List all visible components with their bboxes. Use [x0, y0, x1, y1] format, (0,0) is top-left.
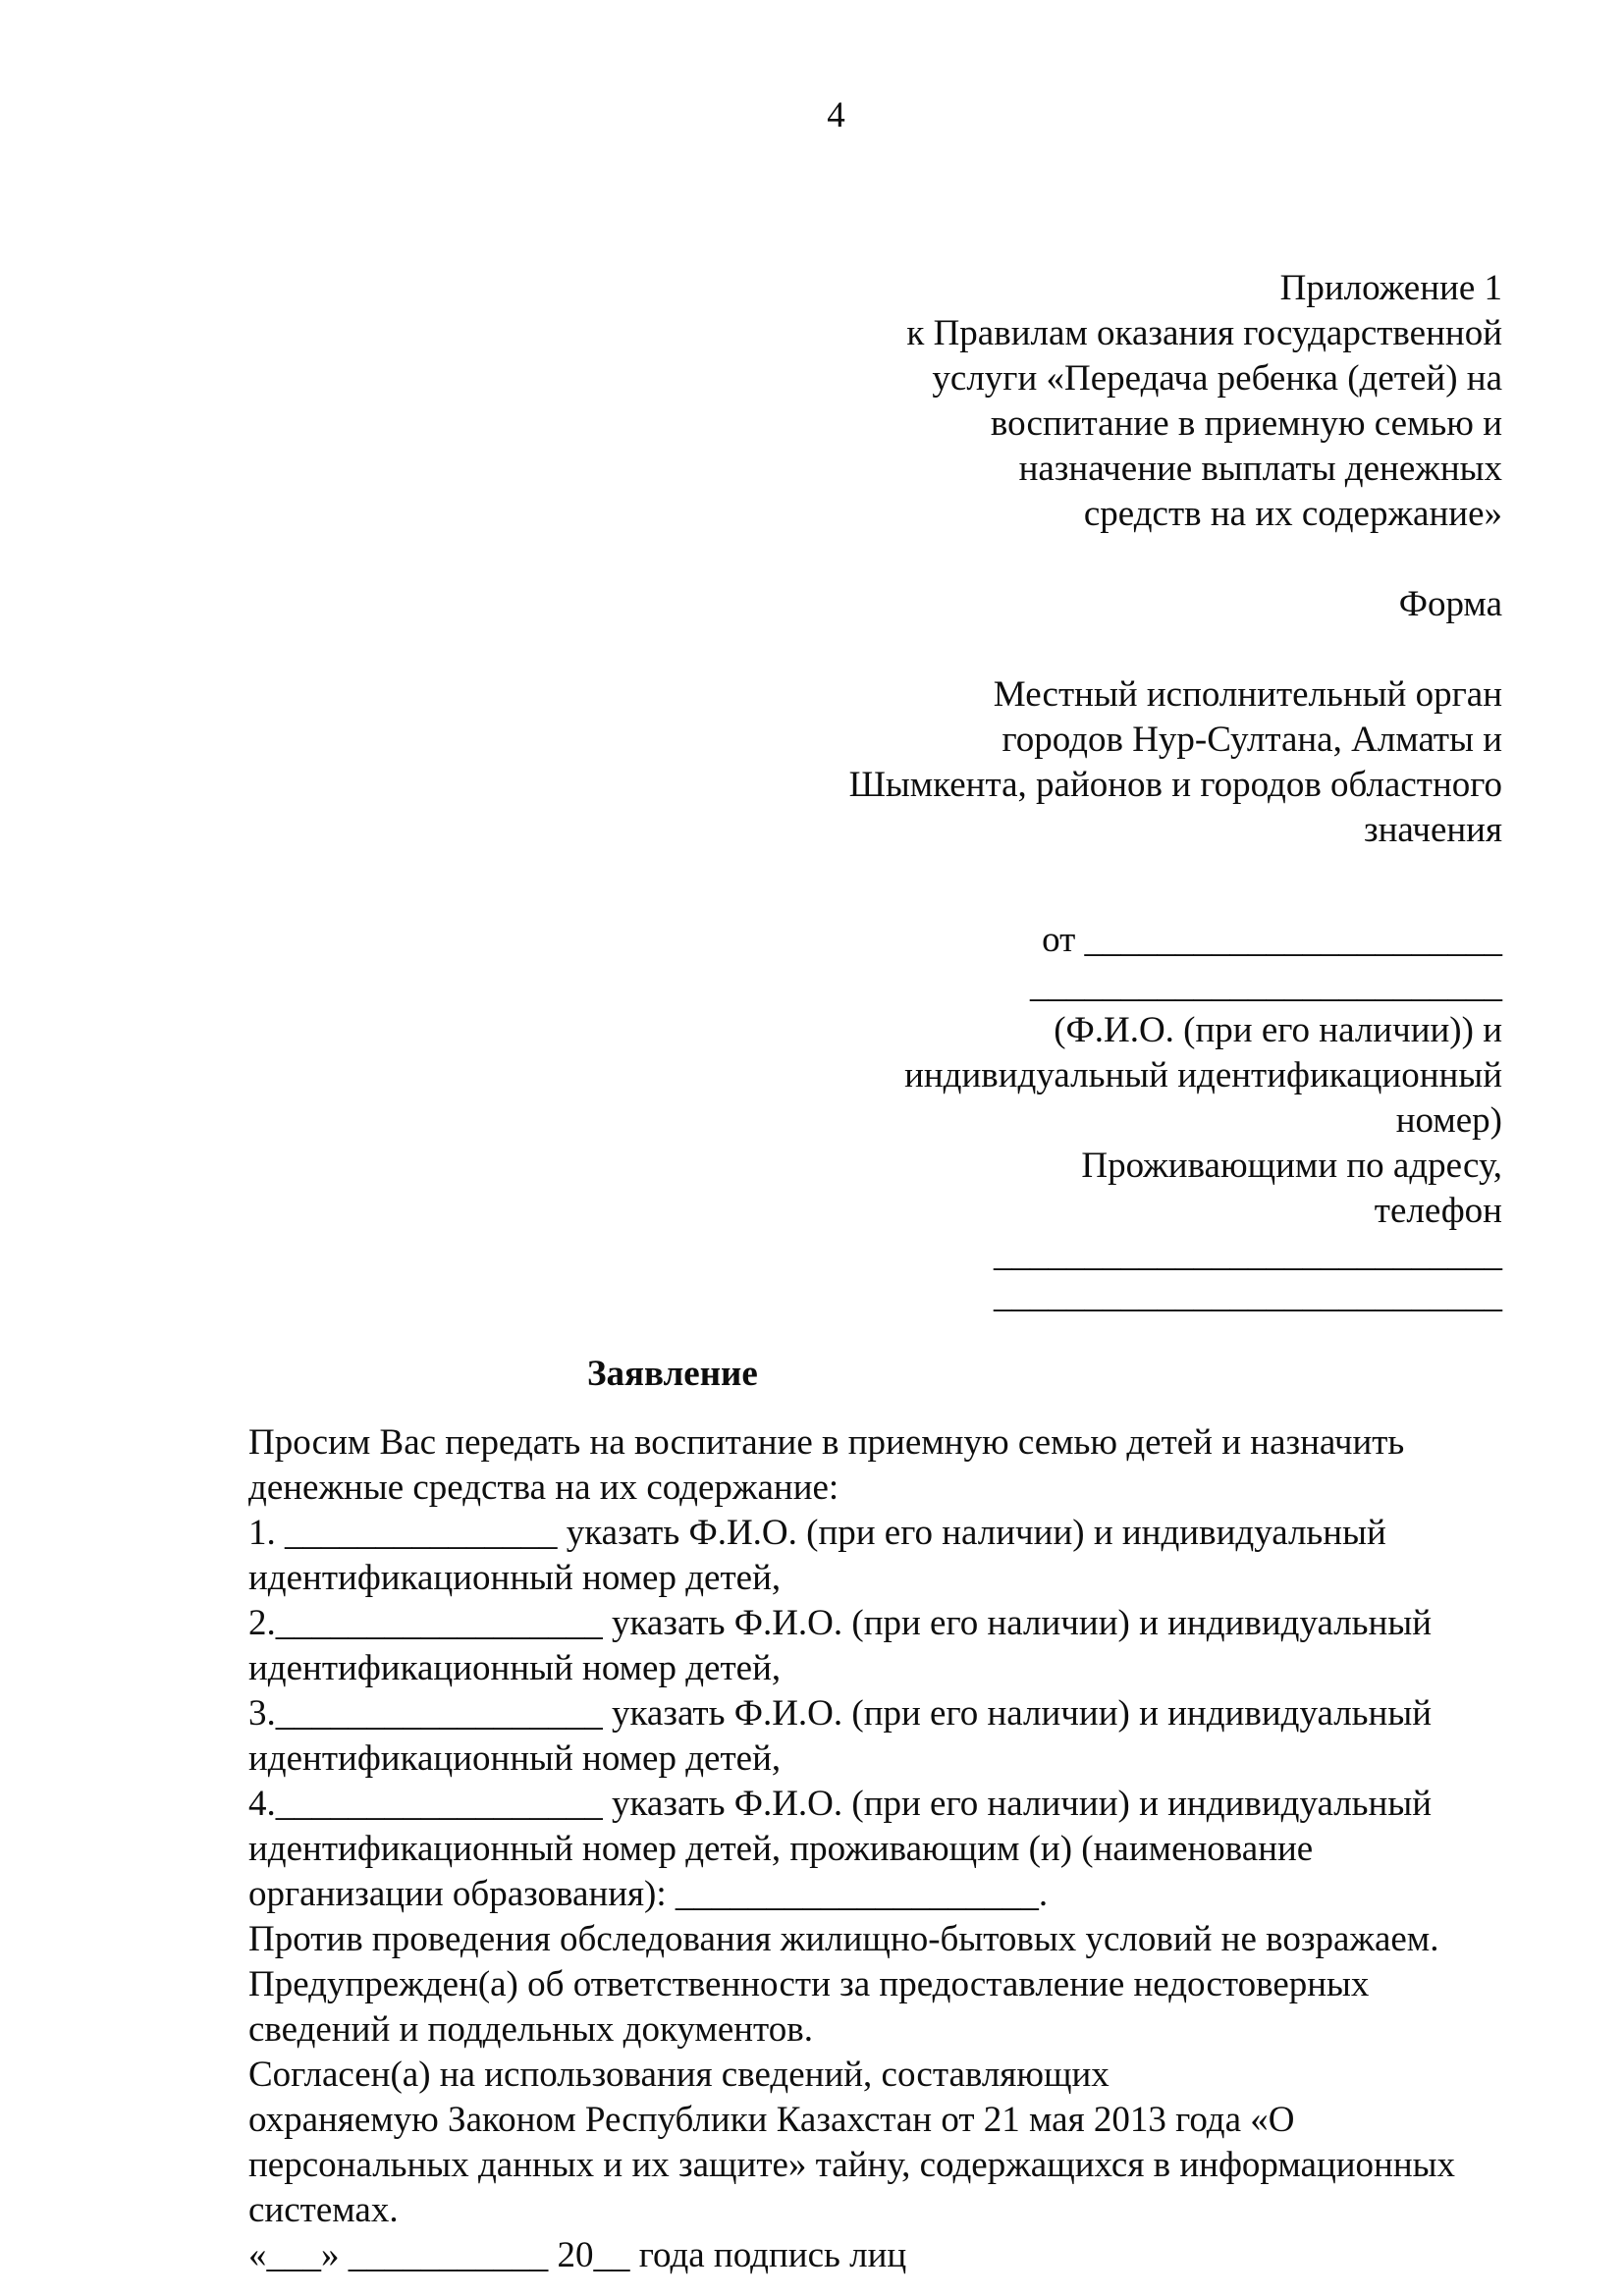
- address-caption-line: Проживающими по адресу,: [1081, 1146, 1502, 1186]
- body-line-child-1: 1. _______________ указать Ф.И.О. (при его наличии) и индивидуальный: [248, 1513, 1386, 1553]
- applicant-block: [248, 918, 1502, 1316]
- body-line: системах.: [248, 2190, 399, 2230]
- body-line: Согласен(а) на использования сведений, составляющих: [248, 2055, 1110, 2095]
- body-line-child-3: 3.__________________ указать Ф.И.О. (при его наличии) и индивидуальный: [248, 1693, 1433, 1734]
- statement-title: Заявление: [587, 1354, 758, 1394]
- appendix-line: Приложение 1: [1279, 268, 1502, 308]
- body-line: персональных данных и их защите» тайну, содержащихся в информационных: [248, 2145, 1456, 2185]
- statement-body: [248, 1420, 1502, 2278]
- body-line: Предупрежден(а) об ответственности за предоставление недостоверных: [248, 1964, 1370, 2004]
- body-line: идентификационный номер детей,: [248, 1738, 782, 1779]
- fio-caption-line: номер): [1395, 1100, 1502, 1141]
- body-line-child-4: 4.__________________ указать Ф.И.О. (при его наличии) и индивидуальный: [248, 1784, 1433, 1824]
- fio-caption-line: индивидуальный идентификационный: [904, 1055, 1502, 1095]
- authority-line: городов Нур-Султана, Алматы и: [1001, 720, 1502, 760]
- body-line: охраняемую Законом Республики Казахстан от 21 мая 2013 года «О: [248, 2100, 1295, 2140]
- authority-block: [248, 672, 1502, 853]
- page-number: 4: [827, 95, 845, 135]
- phone-caption-line: телефон: [1374, 1191, 1502, 1231]
- from-field: от _______________________: [1042, 920, 1502, 960]
- appendix-line: к Правилам оказания государственной: [906, 313, 1502, 353]
- body-line: идентификационный номер детей,: [248, 1648, 782, 1688]
- body-line-child-2: 2.__________________ указать Ф.И.О. (при его наличии) и индивидуальный: [248, 1603, 1433, 1643]
- fill-line: ____________________________: [994, 1275, 1502, 1315]
- appendix-line: услуги «Передача ребенка (детей) на: [932, 358, 1502, 399]
- fio-caption-line: (Ф.И.О. (при его наличии)) и: [1054, 1010, 1502, 1050]
- fill-line: __________________________: [1030, 965, 1502, 1005]
- appendix-reference-block: [248, 266, 1502, 537]
- appendix-line: назначение выплаты денежных: [1018, 449, 1502, 489]
- body-line: идентификационный номер детей, проживающим (и) (наименование: [248, 1829, 1314, 1869]
- form-label: Форма: [1398, 584, 1502, 624]
- appendix-line: средств на их содержание»: [1083, 494, 1502, 534]
- authority-line: Местный исполнительный орган: [993, 674, 1502, 715]
- fill-line: ____________________________: [994, 1234, 1502, 1274]
- body-line: организации образования): ____________________.: [248, 1874, 1049, 1914]
- authority-line: значения: [1363, 810, 1502, 850]
- authority-line: Шымкента, районов и городов областного: [848, 765, 1502, 805]
- body-line: Просим Вас передать на воспитание в приемную семью детей и назначить: [248, 1422, 1405, 1463]
- body-line: идентификационный номер детей,: [248, 1558, 782, 1598]
- appendix-line: воспитание в приемную семью и: [990, 403, 1502, 444]
- date-signature-line: «___» ___________ 20__ года подпись лиц: [248, 2235, 907, 2275]
- body-line: денежные средства на их содержание:: [248, 1468, 839, 1508]
- body-line: Против проведения обследования жилищно-бытовых условий не возражаем.: [248, 1919, 1439, 1959]
- body-line: сведений и поддельных документов.: [248, 2009, 813, 2050]
